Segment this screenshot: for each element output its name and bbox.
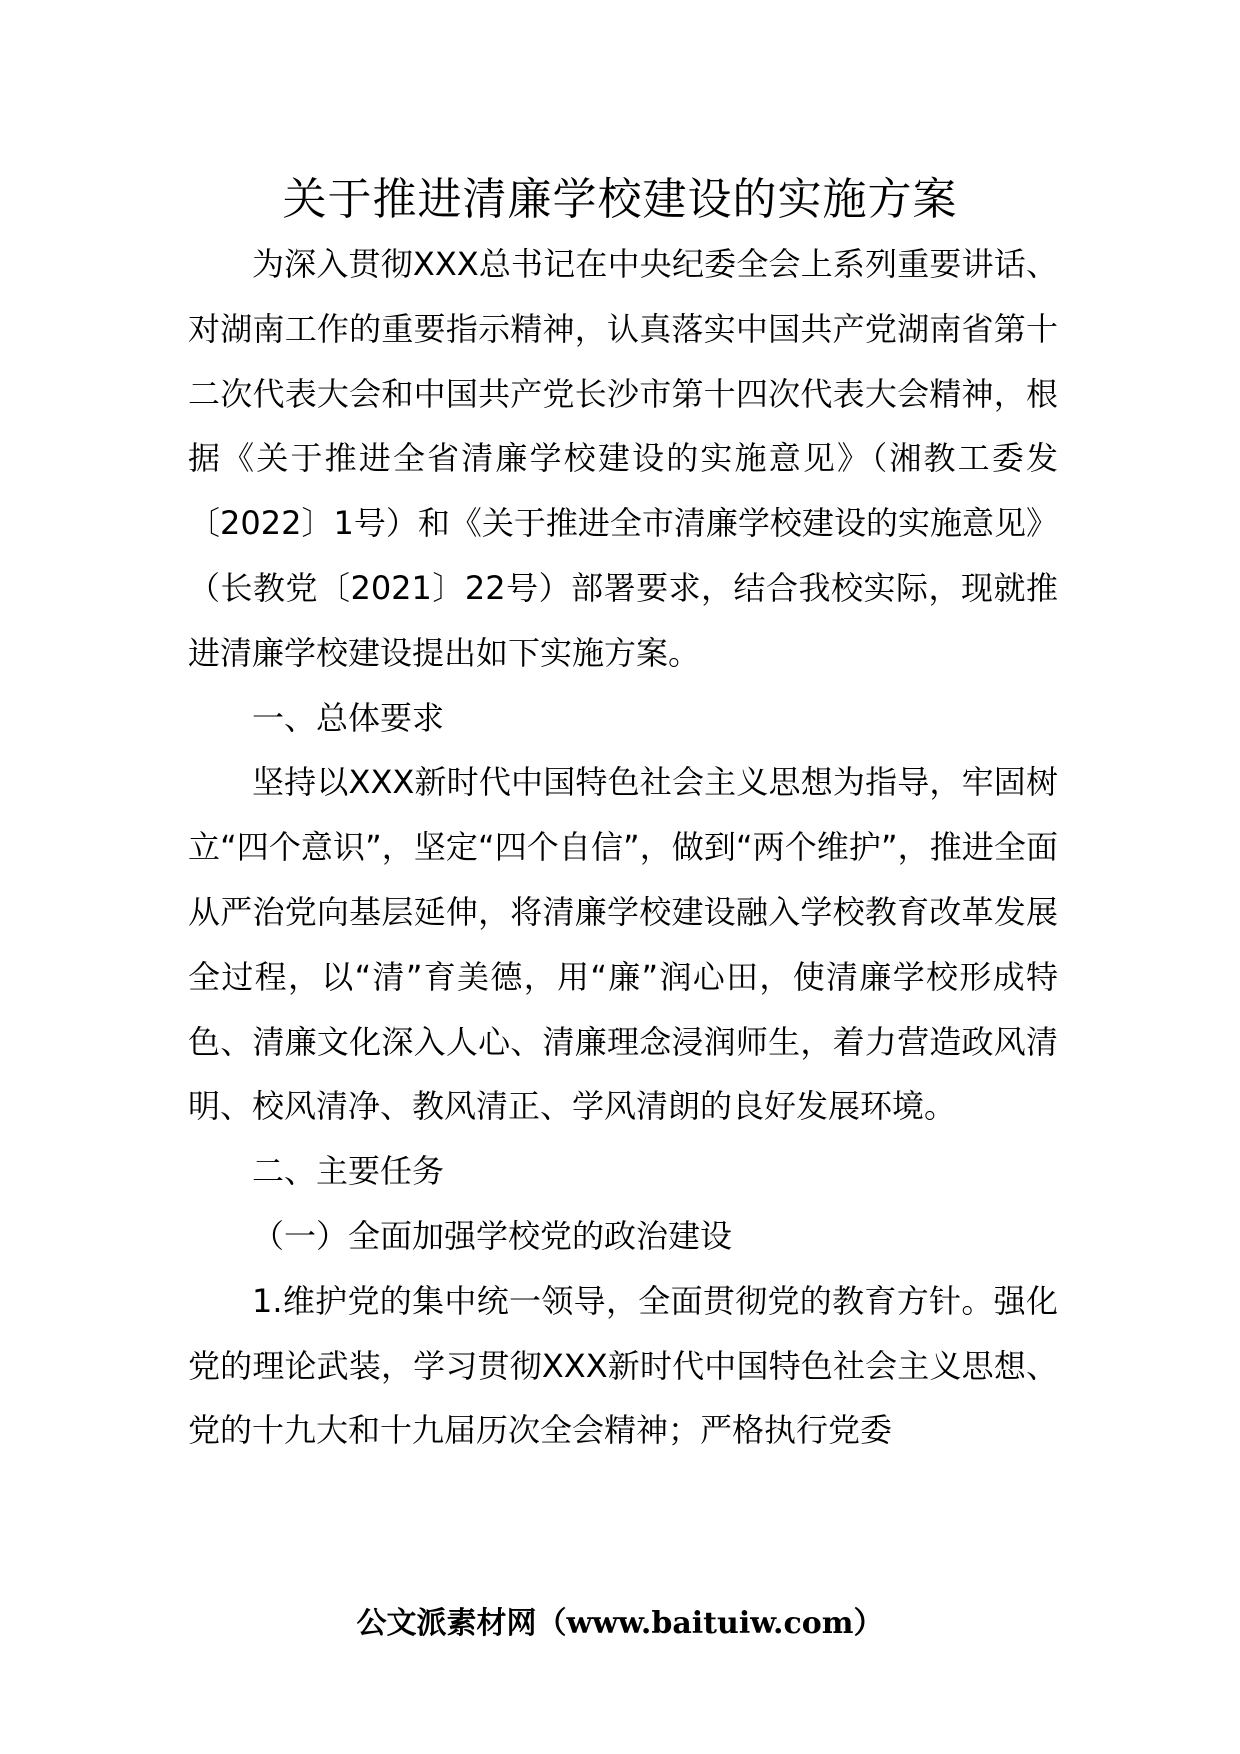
footer-watermark: 公文派素材网（www.baituiw.com）: [356, 1606, 884, 1641]
paragraph-intro: 为深入贯彻XXX总书记在中央纪委全会上系列重要讲话、对湖南工作的重要指示精神，认真落实中国共产党湖南省第十二次代表大会和中国共产党长沙市第十四次代表大会精神，根据《关于推进全省清廉学校建设的实施意见》（湘教工委发〔2022〕1号）和《关于推进全市清廉学校建设的实施意见》（长教党〔2021〕22号）部署要求，结合我校实际，现就推进清廉学校建设提出如下实施方案。: [188, 245, 1058, 672]
section-heading-main-tasks: 二、主要任务: [252, 1152, 445, 1191]
document-body: [188, 232, 1058, 1463]
subsection-heading-political-building: （一）全面加强学校党的政治建设: [252, 1216, 733, 1255]
paragraph-task-1: 1.维护党的集中统一领导，全面贯彻党的教育方针。强化党的理论武装，学习贯彻XXX新时代中国特色社会主义思想、党的十九大和十九届历次全会精神；严格执行党委: [188, 1281, 1058, 1450]
section-heading-general-requirements: 一、总体要求: [252, 698, 445, 737]
paragraph-general-requirements: 坚持以XXX新时代中国特色社会主义思想为指导，牢固树立“四个意识”，坚定“四个自信”，做到“两个维护”，推进全面从严治党向基层延伸，将清廉学校建设融入学校教育改革发展全过程，以“清”育美德，用“廉”润心田，使清廉学校形成特色、清廉文化深入人心、清廉理念浸润师生，着力营造政风清明、校风清净、教风清正、学风清朗的良好发展环境。: [188, 763, 1058, 1126]
document-title: 关于推进清廉学校建设的实施方案: [282, 174, 958, 225]
